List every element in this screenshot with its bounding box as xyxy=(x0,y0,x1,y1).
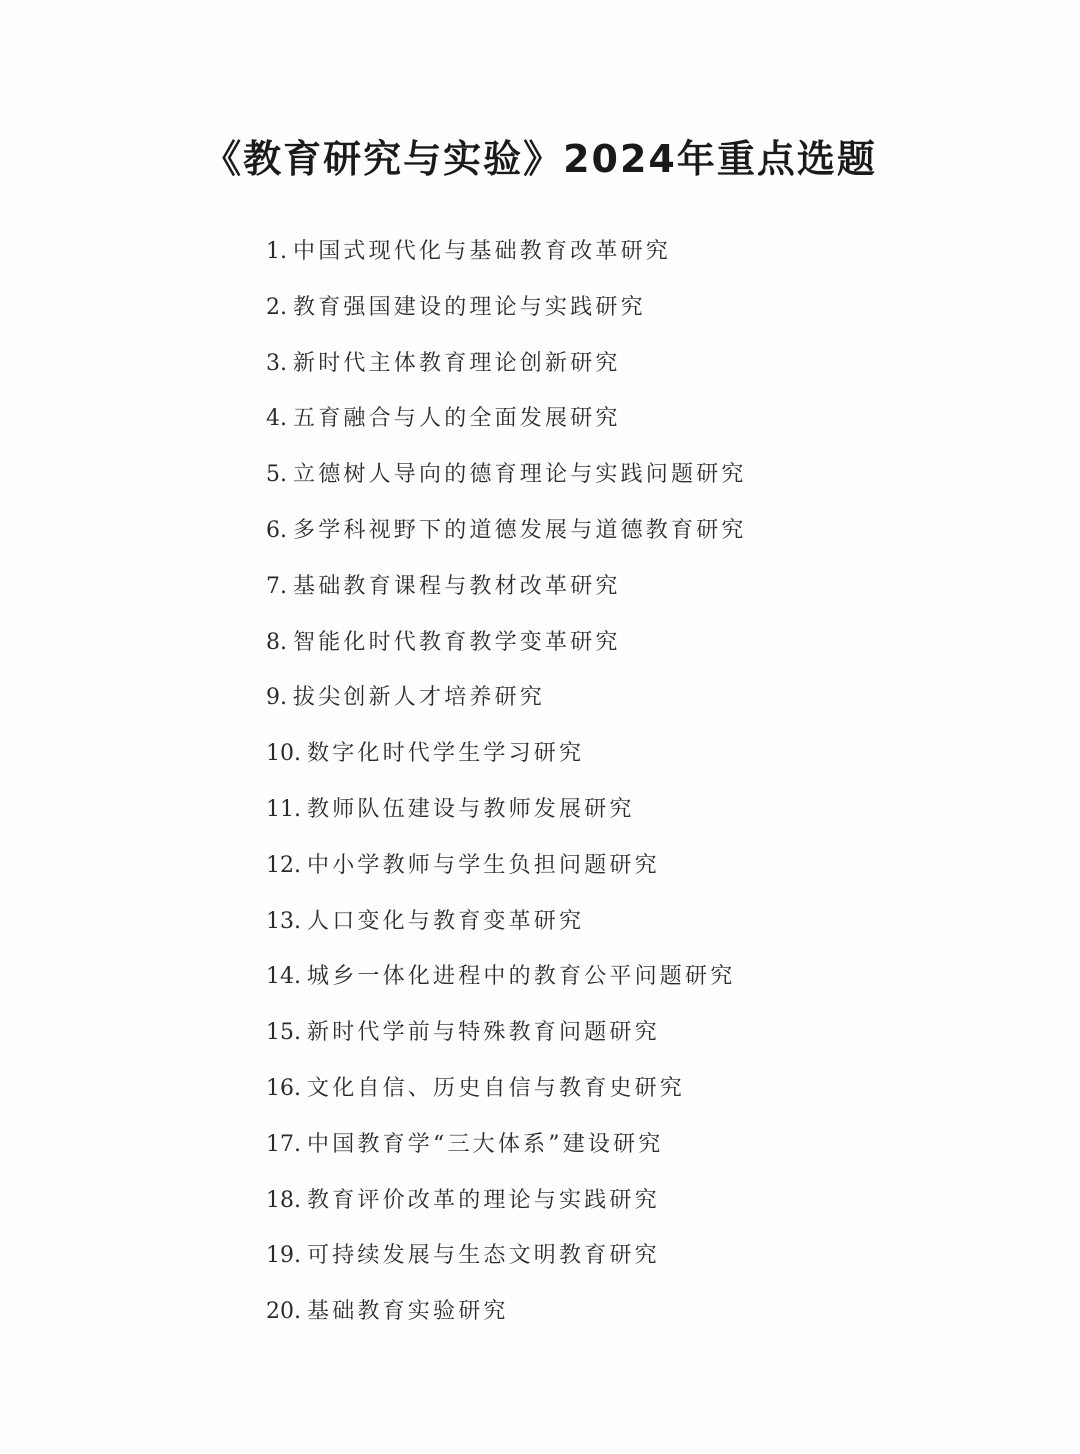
topic-text: 中国式现代化与基础教育改革研究 xyxy=(293,239,672,264)
list-item xyxy=(266,511,747,567)
topic-text: 智能化时代教育教学变革研究 xyxy=(293,629,621,655)
topic-number: 20. xyxy=(266,1299,301,1325)
topic-number: 18. xyxy=(266,1187,301,1213)
topic-text: 新时代学前与特殊教育问题研究 xyxy=(307,1020,660,1046)
topic-text: 教师队伍建设与教师发展研究 xyxy=(307,796,635,822)
list-item xyxy=(266,567,747,623)
topic-text: 可持续发展与生态文明教育研究 xyxy=(307,1243,660,1269)
list-item xyxy=(266,678,747,734)
topic-number: 15. xyxy=(266,1020,301,1046)
topic-text: 基础教育课程与教材改革研究 xyxy=(293,573,621,599)
topic-text: 多学科视野下的道德发展与道德教育研究 xyxy=(293,517,747,543)
topic-number: 3. xyxy=(266,350,287,376)
topic-number: 8. xyxy=(266,629,287,655)
topic-text: 中国教育学“三大体系”建设研究 xyxy=(307,1131,664,1157)
list-item xyxy=(266,1125,747,1181)
topic-number: 10. xyxy=(266,741,301,767)
topic-number: 2. xyxy=(266,294,287,320)
topic-number: 4. xyxy=(266,406,287,432)
topic-text: 中小学教师与学生负担问题研究 xyxy=(307,852,660,878)
list-item xyxy=(266,902,747,958)
topic-text: 教育评价改革的理论与实践研究 xyxy=(307,1187,660,1213)
topic-number: 14. xyxy=(266,964,301,990)
list-item xyxy=(266,1013,747,1069)
topic-text: 文化自信、历史自信与教育史研究 xyxy=(307,1075,686,1101)
topic-text: 基础教育实验研究 xyxy=(307,1299,509,1325)
list-item xyxy=(266,232,747,288)
topic-text: 人口变化与教育变革研究 xyxy=(307,908,585,934)
list-item xyxy=(266,455,747,511)
topic-text: 数字化时代学生学习研究 xyxy=(307,741,585,767)
list-item xyxy=(266,399,747,455)
list-item xyxy=(266,623,747,679)
topic-text: 新时代主体教育理论创新研究 xyxy=(293,350,621,376)
topic-number: 19. xyxy=(266,1243,301,1269)
list-item xyxy=(266,288,747,344)
topic-list xyxy=(266,232,747,1348)
list-item xyxy=(266,957,747,1013)
topic-number: 17. xyxy=(266,1131,301,1157)
list-item xyxy=(266,734,747,790)
topic-number: 9. xyxy=(266,685,287,711)
list-item xyxy=(266,1181,747,1237)
topic-number: 7. xyxy=(266,573,287,599)
topic-text: 城乡一体化进程中的教育公平问题研究 xyxy=(307,964,736,990)
topic-number: 1. xyxy=(266,239,287,264)
topic-number: 13. xyxy=(266,908,301,934)
list-item xyxy=(266,790,747,846)
list-item xyxy=(266,1069,747,1125)
page-title: 《教育研究与实验》2024年重点选题 xyxy=(203,137,877,181)
topic-number: 12. xyxy=(266,852,301,878)
topic-number: 16. xyxy=(266,1075,301,1101)
topic-text: 教育强国建设的理论与实践研究 xyxy=(293,294,646,320)
topic-number: 5. xyxy=(266,462,287,488)
topic-text: 拔尖创新人才培养研究 xyxy=(293,685,546,711)
list-item xyxy=(266,846,747,902)
list-item xyxy=(266,1236,747,1292)
list-item xyxy=(266,1292,747,1348)
topic-text: 立德树人导向的德育理论与实践问题研究 xyxy=(293,462,747,488)
topic-number: 6. xyxy=(266,517,287,543)
list-item xyxy=(266,344,747,400)
topic-text: 五育融合与人的全面发展研究 xyxy=(293,406,621,432)
topic-number: 11. xyxy=(266,796,301,822)
